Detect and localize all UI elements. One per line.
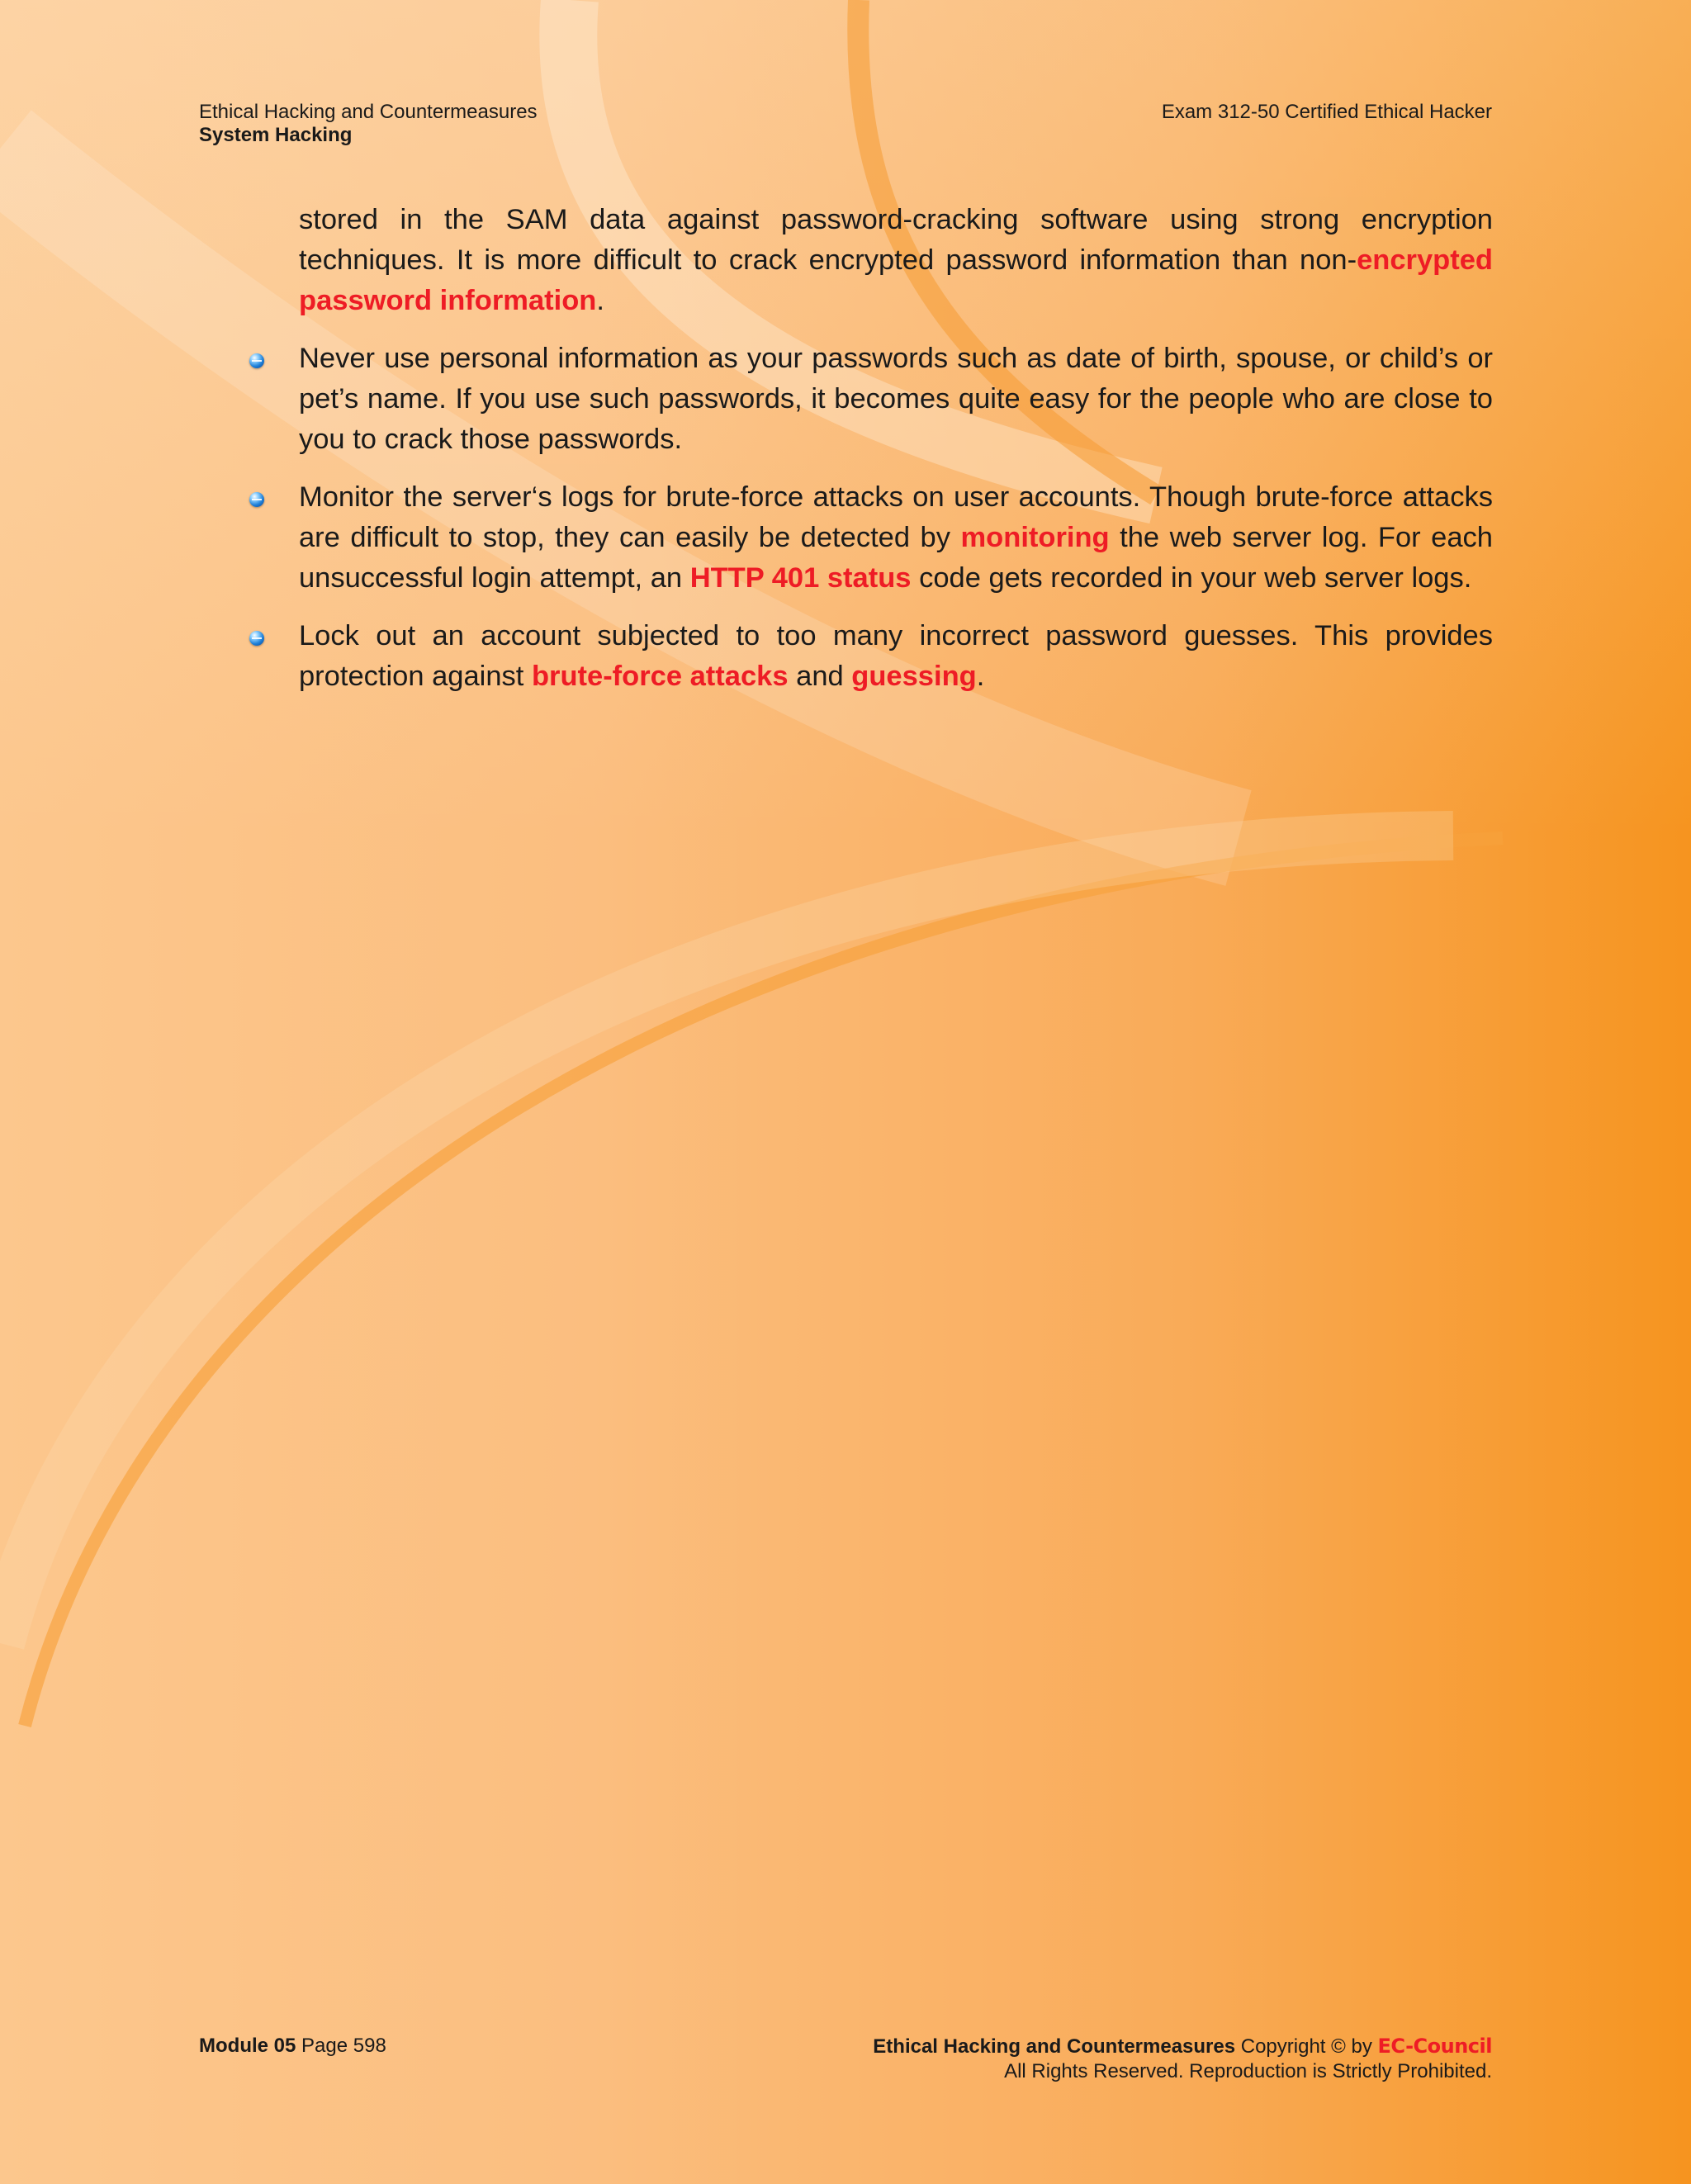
exam-title: Exam 312-50 Certified Ethical Hacker [1161,101,1492,123]
blue-orb-bullet-icon [249,492,264,507]
header-left [199,101,538,147]
footer-right [873,2034,1492,2084]
bullet-text: . [976,661,985,692]
blue-orb-bullet-icon [249,631,264,646]
intro-paragraph [299,200,1493,321]
header-right [1162,101,1492,124]
bullet-highlight: monitoring [960,522,1110,553]
intro-text: stored in the SAM data against password-cracking software using strong encryption techniques. It is more difficult to crack encrypted password information than non- [299,204,1493,276]
bullet-highlight: HTTP 401 status [689,562,912,594]
bullet-highlight: guessing [851,661,977,692]
bullet-text: Monitor the server‘s logs for brute-force attacks on user accounts. Though brute-force attacks are difficult to stop, they can easily be detected by [299,481,1493,553]
bullet-highlight: brute-force attacks [531,661,789,692]
module-label: Module 05 [199,2035,296,2057]
page-body [299,200,1493,697]
module-title: System Hacking [199,124,353,146]
footer-book-title: Ethical Hacking and Countermeasures [873,2035,1236,2058]
intro-text-end: . [596,285,604,316]
copyright-text: Copyright © by [1240,2035,1372,2058]
footer-left [199,2034,386,2058]
copyright-line [873,2034,1492,2059]
bullet-item [299,616,1493,697]
bullet-text: the web server log. For each unsuccessful login attempt, an [299,522,1493,594]
rights-text: All Rights Reserved. Reproduction is Strictly Prohibited. [1004,2060,1492,2082]
bullet-text: Never use personal information as your passwords such as date of birth, spouse, or child’s or pet’s name. If you use such passwords, it becomes quite easy for the people who are close to you to crack those passwords. [299,343,1493,455]
ec-council-logo: EC-Council [1377,2035,1492,2058]
bullet-item [299,339,1493,460]
page-number: Page 598 [301,2035,386,2057]
bullet-item [299,477,1493,599]
bullet-text: code gets recorded in your web server logs. [911,562,1472,594]
intro-highlight: encrypted password information [299,244,1493,316]
blue-orb-bullet-icon [249,353,264,368]
bullet-text: and [788,661,852,692]
book-title: Ethical Hacking and Countermeasures [199,101,538,123]
bullet-text: Lock out an account subjected to too many incorrect password guesses. This provides protection against [299,620,1493,692]
